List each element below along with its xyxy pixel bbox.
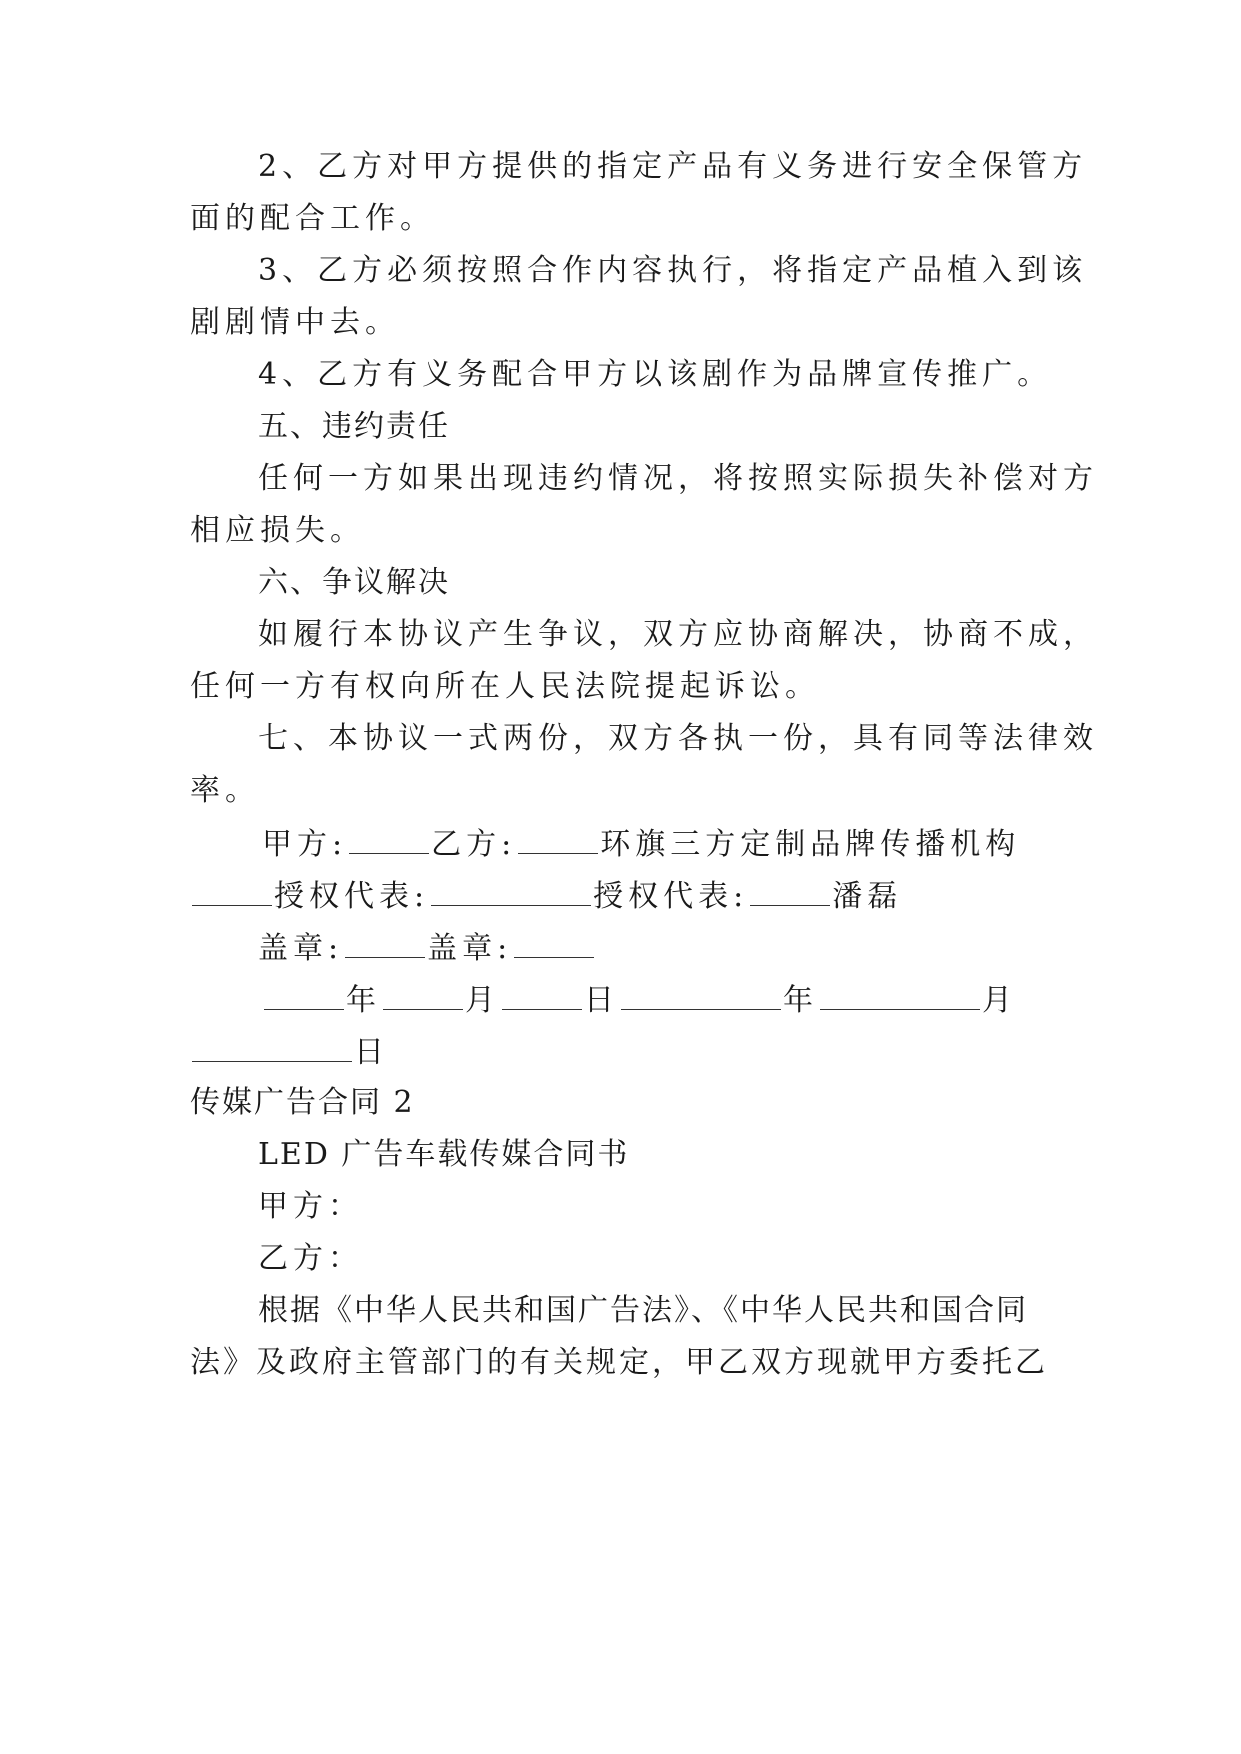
- signature-parties-line: [262, 823, 1060, 865]
- contract-2-party-b: 乙方：: [258, 1241, 363, 1276]
- date-b-day-blank: [192, 1031, 352, 1062]
- contract-2-intro-line-2: 法》及政府主管部门的有关规定，甲乙双方现就甲方委托乙: [190, 1345, 1048, 1380]
- date-a-year: 年: [346, 983, 381, 1018]
- representative-name: 潘磊: [832, 879, 903, 914]
- contract-2-title: 传媒广告合同 2: [190, 1085, 415, 1120]
- section-5-heading: 五、违约责任: [258, 409, 450, 444]
- signature-date-line-2: [190, 1031, 1060, 1073]
- section-6-line-2: 任何一方有权向所在人民法院提起诉讼。: [190, 669, 820, 704]
- section-6-heading: 六、争议解决: [258, 565, 450, 600]
- rep-a-label: 授权代表:: [274, 879, 430, 914]
- date-b-year: 年: [783, 983, 818, 1018]
- party-a-label: 甲方:: [262, 827, 348, 862]
- contract-2-intro-line-1: 根据《中华人民共和国广告法》、《中华人民共和国合同: [258, 1293, 1028, 1328]
- paragraph-2-line-2: 面的配合工作。: [190, 201, 435, 236]
- date-a-month-blank: [383, 979, 463, 1010]
- signature-representative-line: [190, 875, 1060, 917]
- date-b-day: 日: [354, 1035, 389, 1070]
- date-a-month: 月: [465, 983, 500, 1018]
- rep-b-blank: [750, 875, 830, 906]
- section-5-line-2: 相应损失。: [190, 513, 365, 548]
- paragraph-3-line-2: 剧剧情中去。: [190, 305, 400, 340]
- section-6-line-1: 如履行本协议产生争议，双方应协商解决，协商不成，: [258, 617, 1098, 652]
- date-a-day-blank: [502, 979, 582, 1010]
- rep-b-label: 授权代表:: [593, 879, 749, 914]
- date-b-month: 月: [982, 983, 1017, 1018]
- party-a-blank: [349, 823, 429, 854]
- contract-2-subtitle: LED 广告车载传媒合同书: [258, 1137, 630, 1172]
- paragraph-3-line-1: 3、乙方必须按照合作内容执行，将指定产品植入到该: [258, 253, 1088, 288]
- seal-a-blank: [345, 927, 425, 958]
- date-a-year-blank: [264, 979, 344, 1010]
- signature-seal-line: [258, 927, 1060, 969]
- rep-a-blank: [431, 875, 591, 906]
- date-b-year-blank: [621, 979, 781, 1010]
- paragraph-4: 4、乙方有义务配合甲方以该剧作为品牌宣传推广。: [258, 357, 1053, 392]
- date-b-month-blank: [820, 979, 980, 1010]
- org-blank: [192, 875, 272, 906]
- seal-a-label: 盖章:: [258, 931, 344, 966]
- party-b-label: 乙方:: [431, 827, 517, 862]
- organization-name: 环旗三方定制品牌传播机构: [600, 827, 1021, 862]
- paragraph-2-line-1: 2、乙方对甲方提供的指定产品有义务进行安全保管方: [258, 149, 1088, 184]
- date-a-day: 日: [584, 983, 619, 1018]
- seal-b-label: 盖章:: [427, 931, 513, 966]
- section-7-line-1: 七、本协议一式两份，双方各执一份，具有同等法律效: [258, 721, 1098, 756]
- seal-b-blank: [514, 927, 594, 958]
- contract-2-party-a: 甲方：: [258, 1189, 363, 1224]
- section-5-line-1: 任何一方如果出现违约情况，将按照实际损失补偿对方: [258, 461, 1098, 496]
- signature-date-line: [262, 979, 1060, 1021]
- section-7-line-2: 率。: [190, 773, 260, 808]
- party-b-blank: [518, 823, 598, 854]
